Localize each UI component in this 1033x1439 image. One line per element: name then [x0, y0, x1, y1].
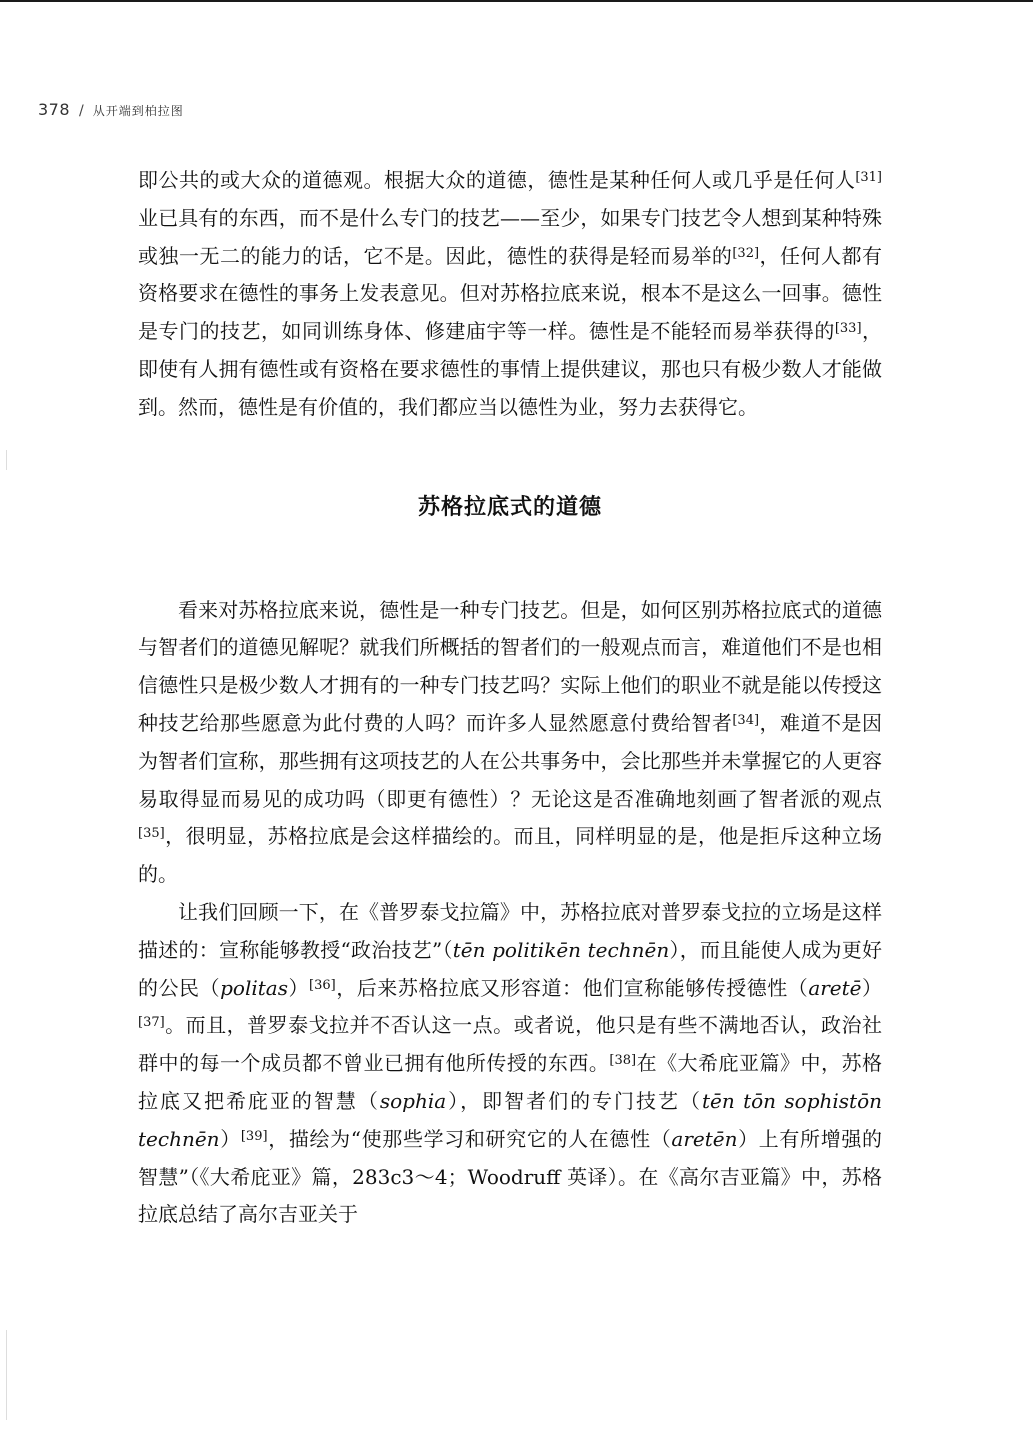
paragraph-text: ，描绘为“使那些学习和研究它的人在德性（ [267, 1126, 672, 1151]
paragraph-text: 即公共的或大众的道德观。根据大众的道德，德性是某种任何人或几乎是任何人 [138, 168, 856, 192]
paragraph-text: ，后来苏格拉底又形容道：他们宣称能够传授德性（ [335, 975, 809, 1000]
paragraph-text: 让我们回顾一下，在《普罗泰戈拉篇》中，苏格拉底对普罗泰戈拉的立场是这样描述的：宣称能够教授“政治技艺”（ [138, 899, 882, 962]
running-title: 从开端到柏拉图 [92, 104, 184, 118]
paragraph-text: ） [219, 1126, 241, 1151]
page-body [138, 162, 882, 1234]
scan-margin-mark [6, 1330, 7, 1420]
greek-term: sophia [379, 1088, 447, 1113]
footnote-marker: [36] [309, 977, 336, 993]
section-title: 苏格拉底式的道德 [417, 494, 602, 520]
greek-term: politas [220, 975, 288, 1000]
paragraph-text: ，即使有人拥有德性或有资格在要求德性的事情上提供建议，那也只有极少数人才能做到。然而，德性是有价值的，我们都应当以德性为业，努力去获得它。 [138, 319, 883, 419]
greek-term: tēn tōn sophistōn technēn [138, 1088, 883, 1151]
top-border-rule [0, 0, 1033, 2]
paragraph-text: 业已具有的东西，而不是什么专门的技艺——至少，如果专门技艺令人想到某种特殊或独一无二的能力的话，它不是。因此，德性的获得是轻而易举的 [138, 205, 882, 268]
paragraph-text: ），即智者们的专门技艺（ [446, 1088, 702, 1113]
paragraph-text: ，难道不是因为智者们宣称，那些拥有这项技艺的人在公共事务中，会比那些并未掌握它的人更容易取得显而易见的成功吗（即更有德性）？无论这是否准确地刻画了智者派的观点 [138, 710, 883, 811]
paragraph-text: 在《大希庇亚篇》中，苏格拉底又把希庇亚的智慧（ [138, 1051, 883, 1113]
footnote-marker: [38] [609, 1053, 637, 1069]
paragraph-text: ） [861, 975, 883, 1000]
footnote-marker: [33] [834, 321, 862, 337]
footnote-marker: [34] [732, 712, 760, 728]
footnote-marker: [31] [855, 170, 882, 185]
page-number: 378 [38, 100, 71, 119]
paragraph [138, 162, 882, 427]
footnote-marker: [37] [138, 1015, 165, 1031]
scan-margin-mark [6, 450, 7, 470]
greek-term: aretēn [671, 1126, 738, 1151]
header-separator: / [79, 103, 84, 119]
paragraph-text: ，很明显，苏格拉底是会这样描绘的。而且，同样明显的是，他是拒斥这种立场的。 [138, 824, 882, 887]
footnote-marker: [32] [732, 245, 760, 261]
paragraph-text: 。而且，普罗泰戈拉并不否认这一点。或者说，他只是有些不满地否认，政治社群中的每一个成员都不曾业已拥有他所传授的东西。 [138, 1013, 882, 1076]
paragraph [138, 894, 882, 1234]
paragraph-text: ），而且能使人成为更好的公民（ [138, 937, 882, 1000]
paragraph [138, 592, 882, 894]
paragraph-text: ，任何人都有资格要求在德性的事务上发表意见。但对苏格拉底来说，根本不是这么一回事。德性是专门的技艺，如同训练身体、修建庙宇等一样。德性是不能轻而易举获得的 [138, 243, 883, 344]
footnote-marker: [39] [240, 1128, 268, 1144]
footnote-marker: [35] [138, 826, 165, 842]
paragraph-text: ）上有所增强的智慧”（《大希庇亚》篇，283c3～4；Woodruff 英译）。在《高尔吉亚篇》中，苏格拉底总结了高尔吉亚关于 [138, 1126, 883, 1227]
paragraph-text: ） [287, 975, 310, 1000]
greek-term: tēn politikēn technēn [452, 937, 670, 962]
greek-term: aretē [808, 975, 862, 1000]
paragraph-text: 看来对苏格拉底来说，德性是一种专门技艺。但是，如何区别苏格拉底式的道德与智者们的道德见解呢？就我们所概括的智者们的一般观点而言，难道他们不是也相信德性只是极少数人才拥有的一种专门技艺吗？实际上他们的职业不就是能以传授这种技艺给那些愿意为此付费的人吗？而许多人显然愿意付费给智者 [138, 597, 882, 735]
running-header [38, 100, 184, 122]
